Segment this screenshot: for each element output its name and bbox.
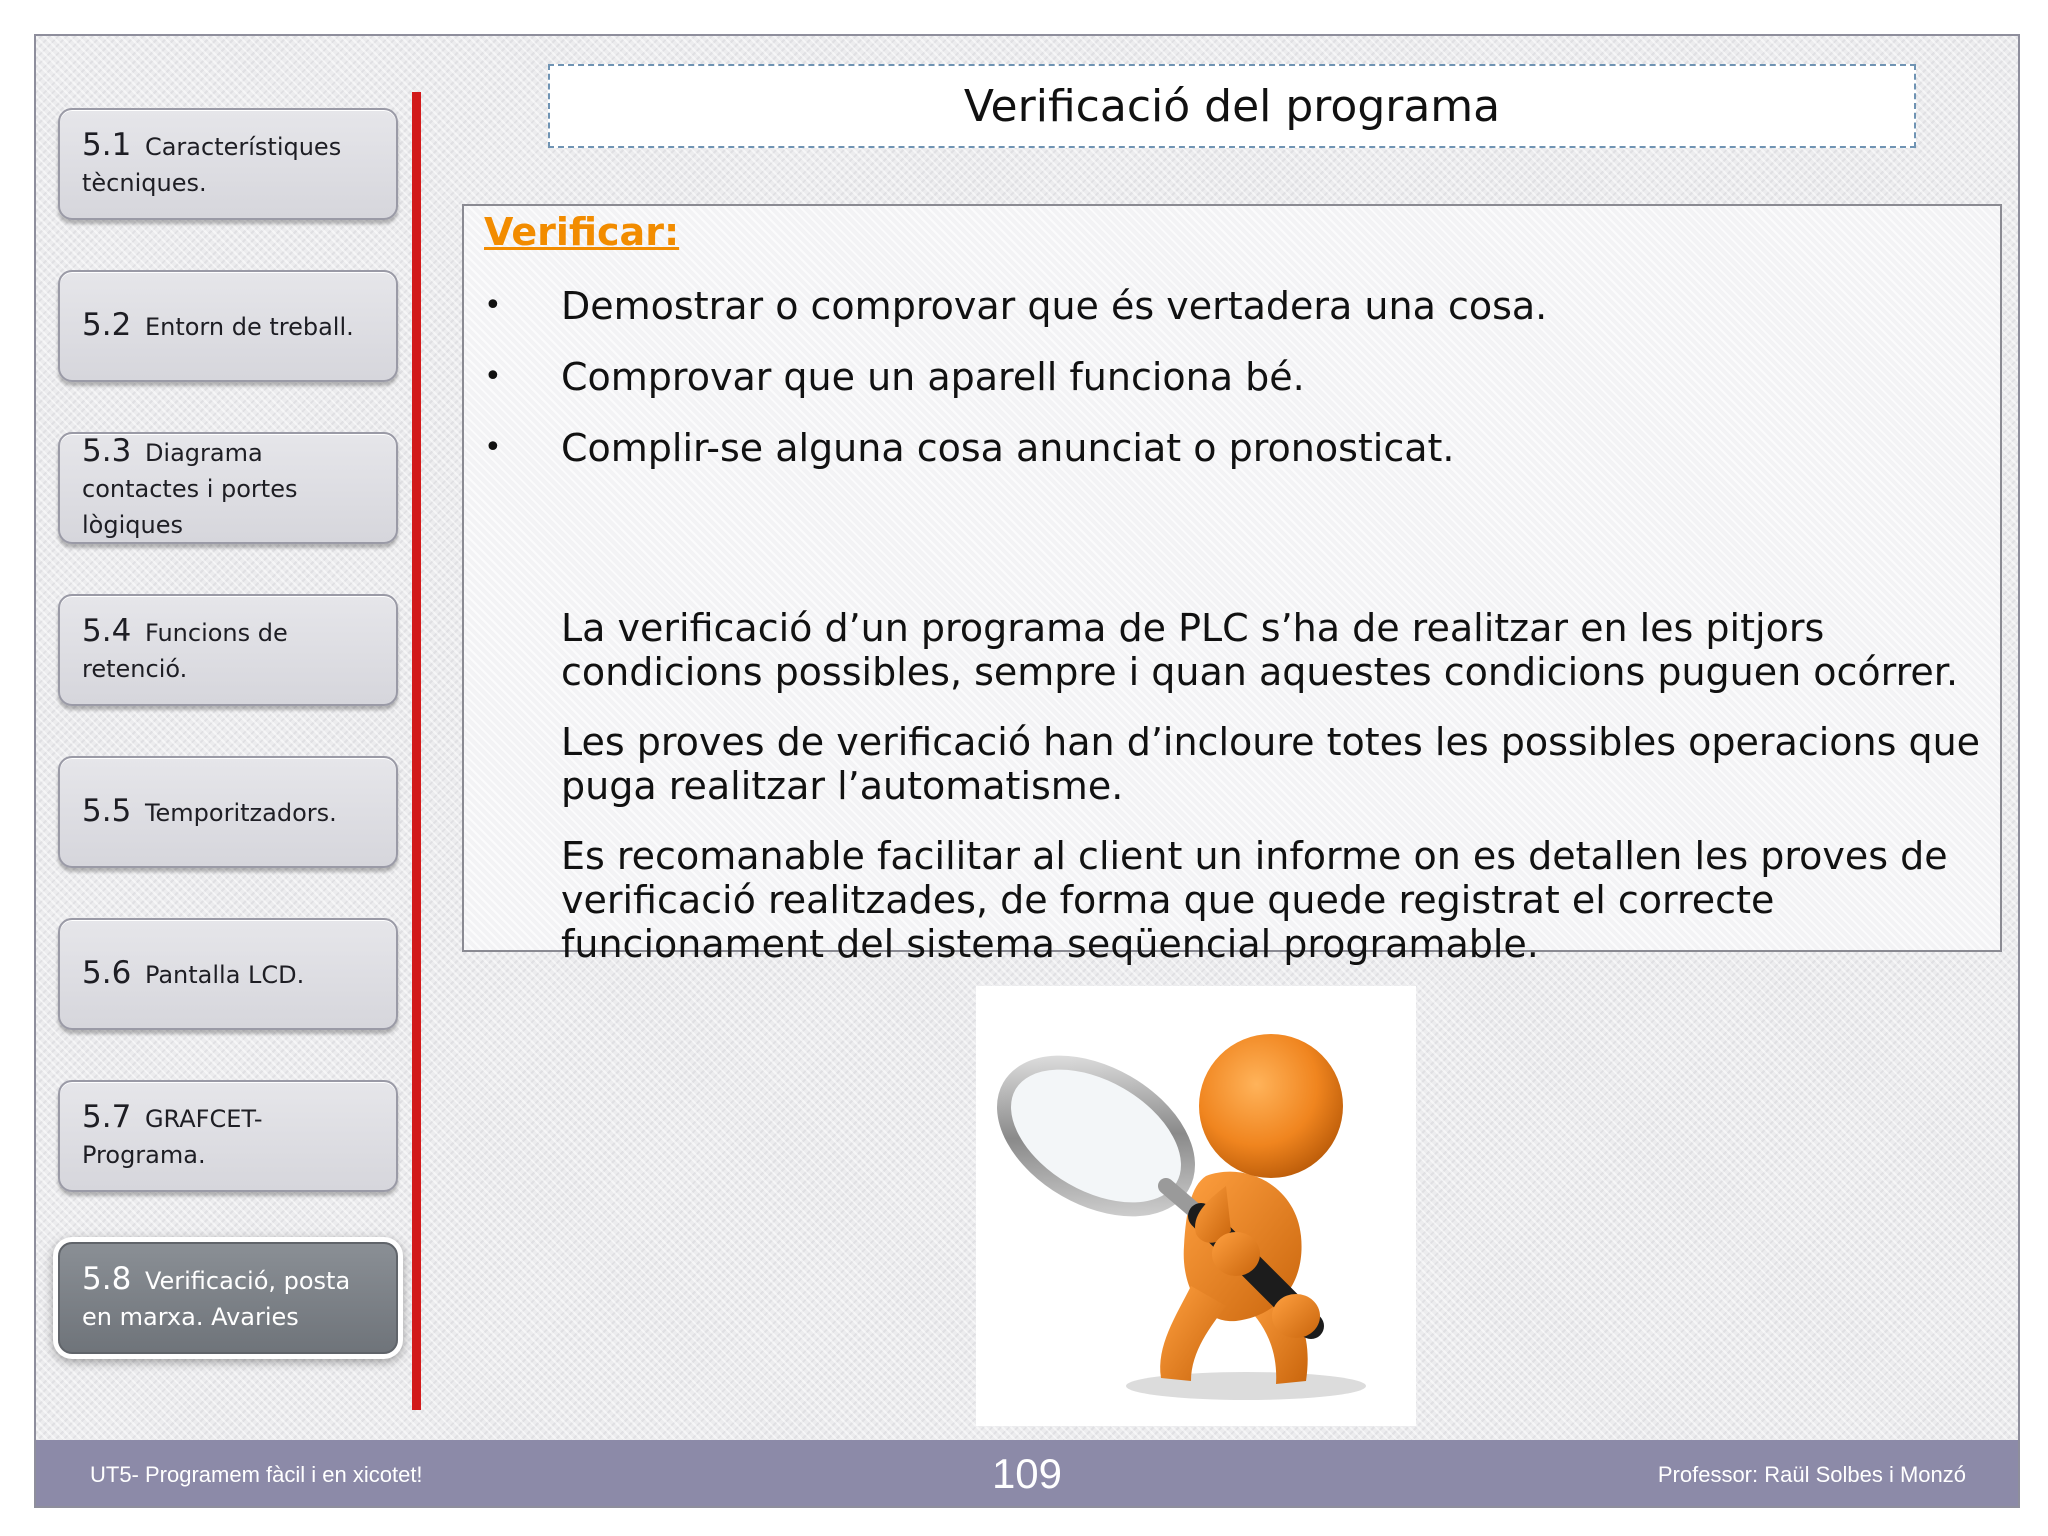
footer-course-title: UT5- Programem fàcil i en xicotet! (90, 1462, 423, 1487)
sidebar-item-label: Característiques tècniques. (82, 133, 342, 197)
slide-title-box (548, 64, 1916, 148)
slide (34, 34, 2020, 1508)
bullet-dot: • (484, 430, 502, 465)
sidebar-item-5-8-active[interactable] (58, 1242, 398, 1354)
footer-author: Professor: Raül Solbes i Monzó (1657, 1462, 1966, 1487)
bullet-text: Demostrar o comprovar que és vertadera una cosa. (561, 284, 1548, 328)
sidebar-item-label: Pantalla LCD. (144, 961, 305, 989)
magnifier-figure-image (976, 986, 1416, 1426)
content-box (462, 204, 2002, 966)
sidebar-item-text (82, 127, 374, 201)
sidebar-item-number: 5.6 (82, 955, 132, 991)
sidebar-item-label: Diagrama contactes i portes lògiques (82, 439, 298, 539)
content-heading: Verificar: (484, 210, 680, 254)
sidebar-item-5-7[interactable] (58, 1080, 398, 1192)
sidebar-item-number: 5.4 (82, 613, 132, 649)
sidebar-item-5-5[interactable] (58, 756, 398, 868)
sidebar-item-label: Entorn de treball. (144, 313, 354, 341)
bullet-text: Complir-se alguna cosa anunciat o pronosticat. (561, 426, 1455, 470)
red-divider (412, 92, 421, 1410)
sidebar-item-text (82, 613, 374, 687)
sidebar-item-5-1[interactable] (58, 108, 398, 220)
page-number: 109 (991, 1450, 1063, 1497)
sidebar-item-number: 5.5 (82, 793, 132, 829)
sidebar-item-number: 5.8 (82, 1261, 132, 1297)
sidebar-item-text (82, 793, 337, 831)
bullet-item (484, 422, 1547, 493)
bullet-list (484, 280, 1547, 493)
sidebar-item-label: Funcions de retenció. (82, 619, 288, 683)
paragraph: Es recomanable facilitar al client un informe on es detallen les proves de verificació realitzades, de forma que quede registrat el correcte funcionament del sistema seqüencial programable. (561, 834, 1948, 966)
sidebar-item-label: Verificació, posta en marxa. Avaries (82, 1267, 351, 1331)
sidebar-item-5-3[interactable] (58, 432, 398, 544)
sidebar-item-number: 5.3 (82, 433, 132, 469)
bullet-text: Comprovar que un aparell funciona bé. (561, 355, 1305, 399)
bullet-item (484, 351, 1547, 422)
sidebar-item-label: Temporitzadors. (144, 799, 337, 827)
sidebar-item-5-4[interactable] (58, 594, 398, 706)
paragraph: Les proves de verificació han d’incloure totes les possibles operacions que puga realitzar l’automatisme. (561, 720, 1981, 808)
sidebar-item-text (82, 307, 354, 345)
sidebar-item-text (82, 1261, 374, 1335)
sidebar-item-text (82, 1099, 374, 1173)
sidebar-item-number: 5.7 (82, 1099, 132, 1135)
bullet-dot: • (484, 288, 502, 323)
sidebar-item-5-6[interactable] (58, 918, 398, 1030)
sidebar-item-5-2[interactable] (58, 270, 398, 382)
slide-title: Verificació del programa (963, 80, 1501, 132)
sidebar-item-number: 5.1 (82, 127, 132, 163)
sidebar-item-text (82, 433, 374, 543)
bullet-item (484, 280, 1547, 351)
footer (36, 1440, 2018, 1508)
bullet-dot: • (484, 359, 502, 394)
magnifier-figure-icon (976, 986, 1416, 1426)
sidebar-item-label: GRAFCET-Programa. (82, 1105, 263, 1169)
sidebar-item-number: 5.2 (82, 307, 132, 343)
paragraph: La verificació d’un programa de PLC s’ha de realitzar en les pitjors condicions possibles, sempre i quan aquestes condicions puguen ocórrer. (561, 606, 1959, 694)
sidebar-item-text (82, 955, 304, 993)
